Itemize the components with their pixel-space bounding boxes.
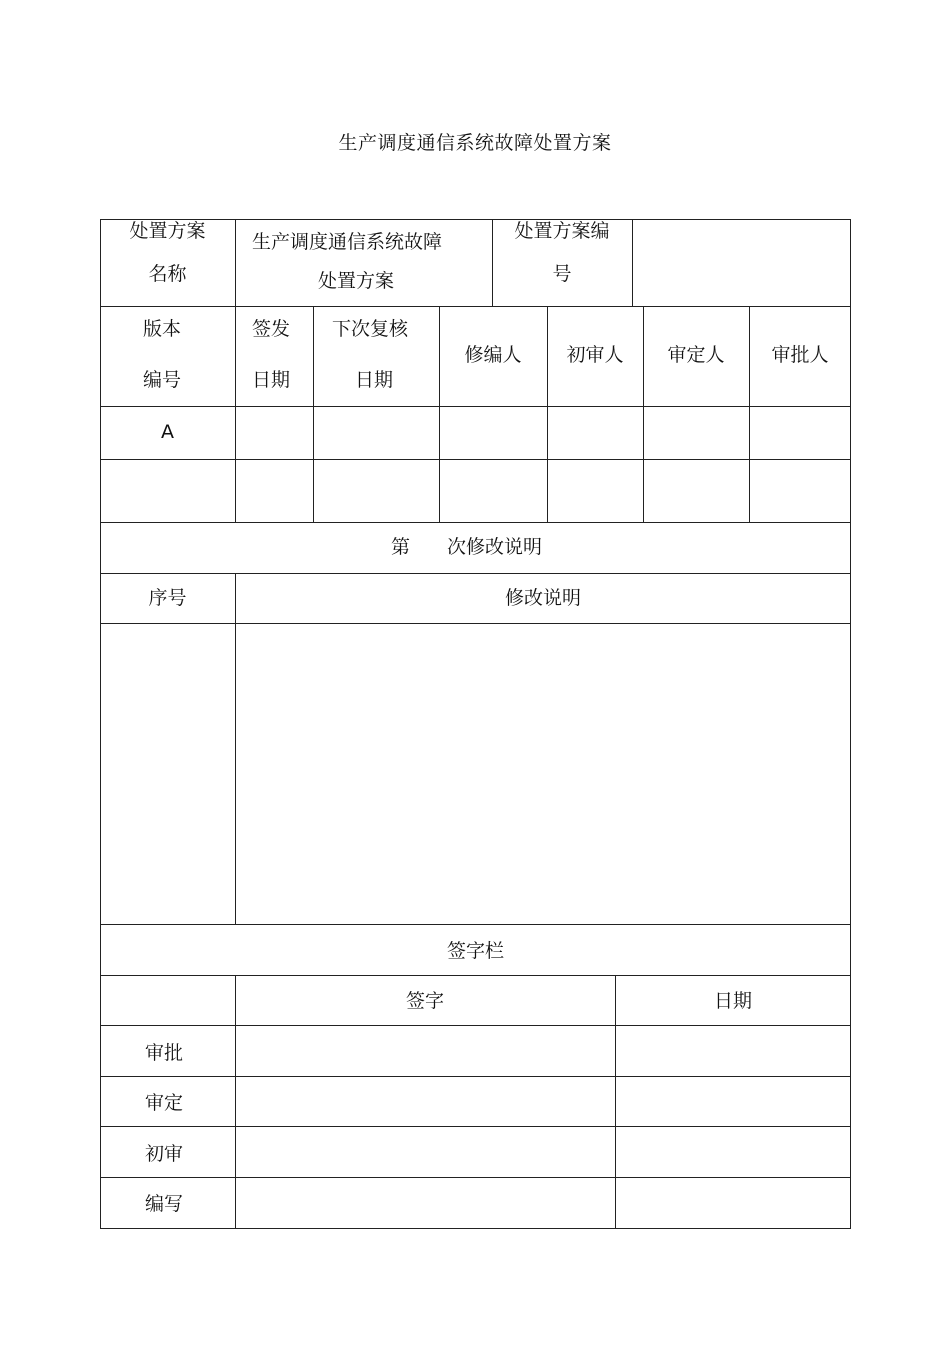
row-divider bbox=[100, 459, 851, 460]
row-divider bbox=[100, 522, 851, 523]
col-header-version: 编号 bbox=[143, 369, 182, 391]
version-value: A bbox=[161, 421, 174, 443]
col-divider bbox=[749, 306, 750, 522]
revision-section-prefix: 第 bbox=[391, 536, 411, 558]
row-divider bbox=[100, 1076, 851, 1077]
col-header-approver: 审批人 bbox=[771, 344, 829, 366]
row-divider bbox=[100, 306, 851, 307]
row-divider bbox=[100, 924, 851, 925]
col-header-issue-date: 签发 bbox=[252, 318, 291, 340]
plan-code-label: 处置方案编 bbox=[514, 220, 610, 242]
row-divider bbox=[100, 623, 851, 624]
col-divider bbox=[235, 219, 236, 306]
plan-name-label: 处置方案 bbox=[129, 220, 206, 242]
row-divider bbox=[100, 406, 851, 407]
row-divider bbox=[100, 1126, 851, 1127]
col-header-approver-def: 审定人 bbox=[667, 344, 725, 366]
col-header-issue-date: 日期 bbox=[252, 369, 291, 391]
plan-name-label: 名称 bbox=[148, 263, 187, 285]
col-divider bbox=[615, 975, 616, 1229]
row-divider bbox=[100, 1025, 851, 1026]
row-divider bbox=[100, 573, 851, 574]
col-divider bbox=[235, 573, 236, 924]
col-header-editor: 修编人 bbox=[464, 344, 522, 366]
signature-section-title: 签字栏 bbox=[446, 940, 504, 962]
col-header-version: 版本 bbox=[143, 318, 182, 340]
col-header-next-review: 日期 bbox=[355, 369, 394, 391]
col-header-date: 日期 bbox=[713, 990, 752, 1012]
col-header-serial: 序号 bbox=[148, 587, 187, 609]
signature-row-label: 初审 bbox=[144, 1143, 183, 1165]
plan-name-value: 生产调度通信系统故障 bbox=[252, 231, 443, 253]
form-table bbox=[100, 219, 851, 1229]
col-divider bbox=[235, 306, 236, 522]
plan-name-value: 处置方案 bbox=[318, 270, 395, 292]
signature-row-label: 审批 bbox=[144, 1042, 183, 1064]
row-divider bbox=[100, 975, 851, 976]
col-header-sign: 签字 bbox=[405, 990, 444, 1012]
signature-row-label: 编写 bbox=[144, 1193, 183, 1215]
col-header-first-review: 初审人 bbox=[566, 344, 624, 366]
page-title: 生产调度通信系统故障处置方案 bbox=[338, 132, 612, 154]
plan-code-label: 号 bbox=[552, 263, 572, 285]
col-divider bbox=[632, 219, 633, 306]
col-divider bbox=[313, 306, 314, 522]
col-header-revision-desc: 修改说明 bbox=[504, 587, 581, 609]
col-divider bbox=[235, 975, 236, 1229]
col-header-next-review: 下次复核 bbox=[332, 318, 409, 340]
col-divider bbox=[439, 306, 440, 522]
row-divider bbox=[100, 1177, 851, 1178]
signature-row-label: 审定 bbox=[144, 1092, 183, 1114]
col-divider bbox=[547, 306, 548, 522]
revision-section-title: 次修改说明 bbox=[447, 536, 543, 558]
col-divider bbox=[643, 306, 644, 522]
